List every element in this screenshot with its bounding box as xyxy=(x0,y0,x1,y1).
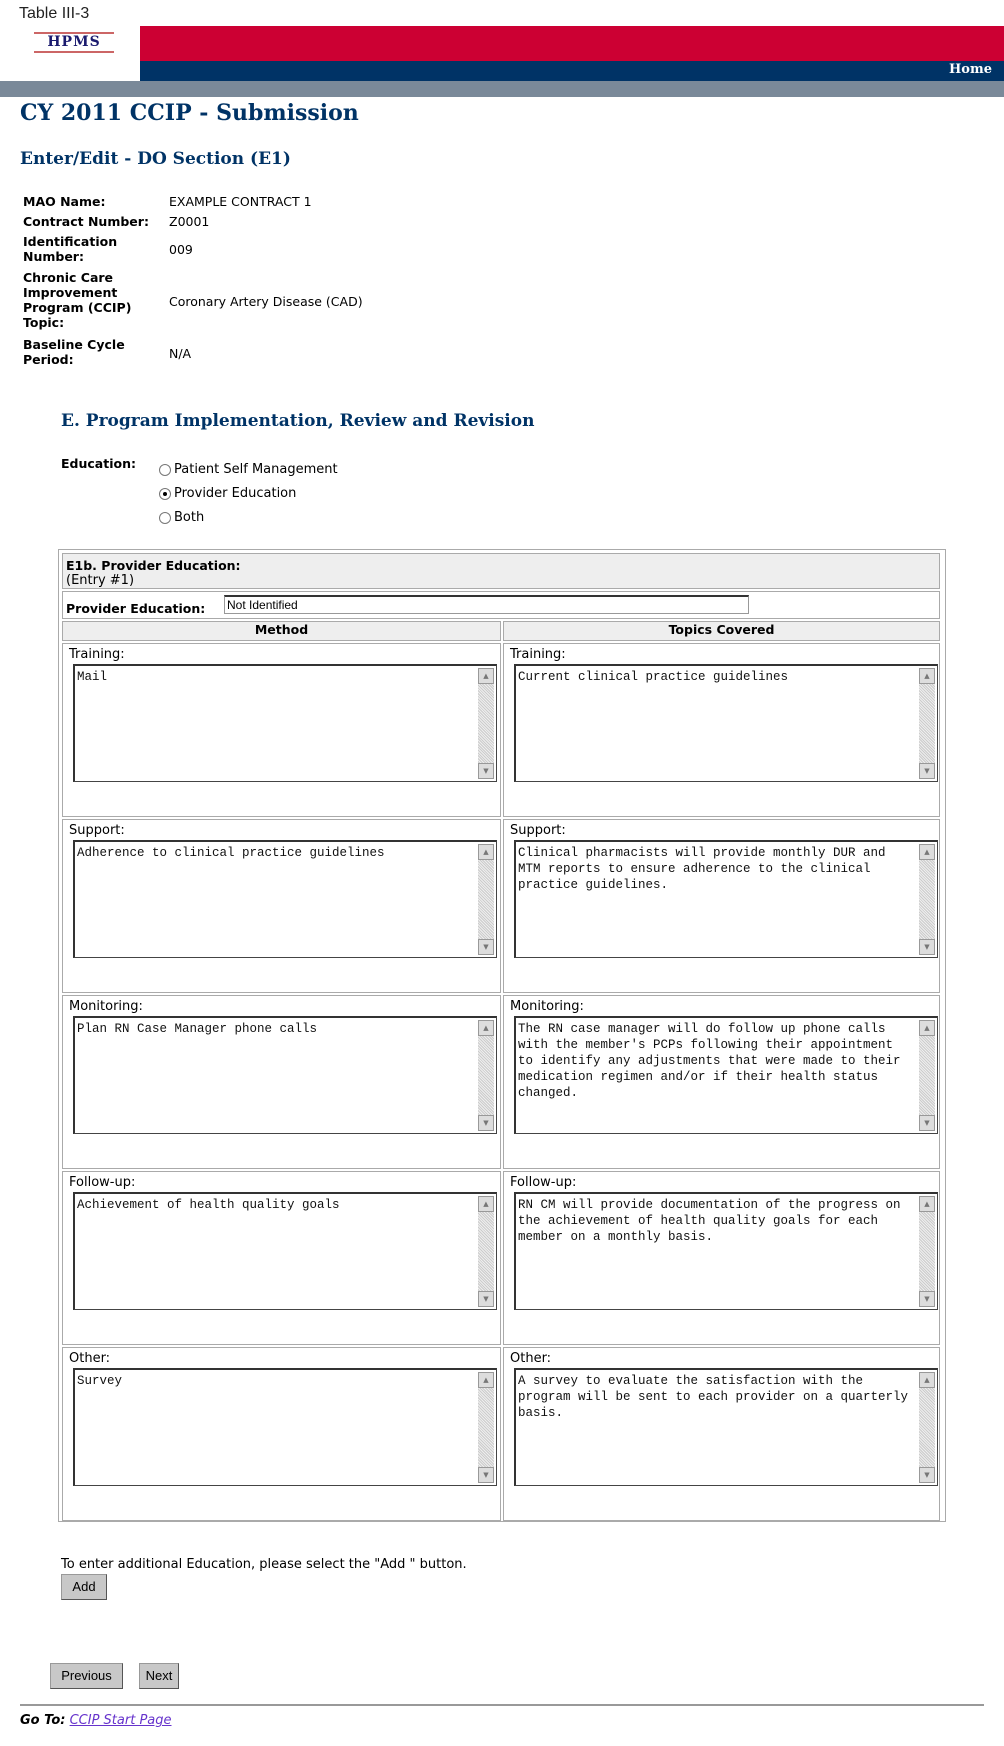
method-textarea[interactable] xyxy=(73,1368,497,1486)
radio-provider-education[interactable] xyxy=(159,486,296,501)
scrollbar[interactable] xyxy=(919,1372,935,1483)
textarea-text: Plan RN Case Manager phone calls xyxy=(77,1022,318,1036)
scroll-down-icon[interactable]: ▼ xyxy=(478,763,494,779)
scrollbar[interactable] xyxy=(919,1196,935,1307)
education-label: Education: xyxy=(61,456,136,471)
scroll-up-icon[interactable]: ▲ xyxy=(919,668,935,684)
next-button[interactable]: Next xyxy=(139,1663,179,1689)
method-textarea[interactable] xyxy=(73,1016,497,1134)
row-label: Monitoring: xyxy=(69,999,143,1014)
scrollbar[interactable] xyxy=(919,668,935,779)
info-label: Identification Number: xyxy=(23,234,118,264)
info-value: Z0001 xyxy=(169,214,210,229)
textarea-text: The RN case manager will do follow up phone calls with the member's PCPs following their appointment to identify any adjustments that were made to their medication regimen and/or if their health status changed. xyxy=(518,1022,909,1100)
add-button[interactable]: Add xyxy=(61,1574,107,1600)
nav-bar xyxy=(140,61,1004,81)
method-textarea[interactable] xyxy=(73,840,497,958)
goto-label: Go To: xyxy=(20,1713,66,1728)
row-label: Other: xyxy=(69,1351,111,1366)
home-link[interactable]: Home xyxy=(949,62,992,77)
footer-goto xyxy=(20,1713,172,1728)
topics-column-header xyxy=(503,621,940,641)
topics-cell xyxy=(503,819,940,993)
provider-education-row xyxy=(62,591,940,619)
method-header-text: Method xyxy=(254,622,309,637)
row-label: Support: xyxy=(510,823,566,838)
scrollbar[interactable] xyxy=(478,1372,494,1483)
page-subtitle: Enter/Edit - DO Section (E1) xyxy=(20,149,291,169)
info-label: Chronic Care Improvement Program (CCIP) Topic: xyxy=(23,270,132,330)
method-textarea[interactable] xyxy=(73,664,497,782)
topics-header-text: Topics Covered xyxy=(668,622,775,637)
scrollbar[interactable] xyxy=(919,1020,935,1131)
info-value: N/A xyxy=(169,346,192,361)
row-label: Support: xyxy=(69,823,125,838)
scroll-up-icon[interactable]: ▲ xyxy=(919,1196,935,1212)
info-label: MAO Name: xyxy=(23,194,106,209)
scroll-down-icon[interactable]: ▼ xyxy=(919,1467,935,1483)
radio-label: Both xyxy=(174,510,205,525)
textarea-text: Survey xyxy=(77,1374,123,1388)
row-label: Training: xyxy=(69,647,125,662)
info-value: 009 xyxy=(169,242,193,257)
radio-patient-self-management[interactable] xyxy=(159,462,338,477)
textarea-text: Adherence to clinical practice guidelines xyxy=(77,846,385,860)
topics-textarea[interactable] xyxy=(514,1016,938,1134)
section-title: E. Program Implementation, Review and Revision xyxy=(61,411,535,431)
table-label: Table III-3 xyxy=(19,5,90,22)
scrollbar[interactable] xyxy=(478,1020,494,1131)
row-label: Follow-up: xyxy=(510,1175,577,1190)
scroll-up-icon[interactable]: ▲ xyxy=(919,844,935,860)
method-column-header xyxy=(62,621,501,641)
header-banner xyxy=(140,26,1004,61)
scroll-up-icon[interactable]: ▲ xyxy=(478,1020,494,1036)
method-cell xyxy=(62,819,501,993)
scroll-down-icon[interactable]: ▼ xyxy=(478,1291,494,1307)
scrollbar[interactable] xyxy=(478,844,494,955)
scroll-down-icon[interactable]: ▼ xyxy=(478,1467,494,1483)
page-title: CY 2011 CCIP - Submission xyxy=(20,100,359,126)
topics-textarea[interactable] xyxy=(514,840,938,958)
row-label: Other: xyxy=(510,1351,552,1366)
entry-number: (Entry #1) xyxy=(66,573,135,588)
info-value: Coronary Artery Disease (CAD) xyxy=(169,294,363,309)
ccip-start-page-link[interactable]: CCIP Start Page xyxy=(69,1713,172,1728)
scroll-down-icon[interactable]: ▼ xyxy=(478,939,494,955)
topics-cell xyxy=(503,643,940,817)
row-label: Training: xyxy=(510,647,566,662)
method-textarea[interactable] xyxy=(73,1192,497,1310)
info-value: EXAMPLE CONTRACT 1 xyxy=(169,194,312,209)
radio-label: Patient Self Management xyxy=(174,462,338,477)
scroll-down-icon[interactable]: ▼ xyxy=(919,1115,935,1131)
textarea-text: Mail xyxy=(77,670,108,684)
scroll-up-icon[interactable]: ▲ xyxy=(478,1372,494,1388)
radio-checked-icon[interactable] xyxy=(159,488,171,500)
textarea-text: Achievement of health quality goals xyxy=(77,1198,340,1212)
method-cell xyxy=(62,1347,501,1521)
scroll-up-icon[interactable]: ▲ xyxy=(919,1372,935,1388)
provider-education-table xyxy=(58,549,946,1522)
scrollbar[interactable] xyxy=(919,844,935,955)
scrollbar[interactable] xyxy=(478,1196,494,1307)
radio-both[interactable] xyxy=(159,510,204,525)
topics-textarea[interactable] xyxy=(514,664,938,782)
scroll-down-icon[interactable]: ▼ xyxy=(478,1115,494,1131)
info-label: Contract Number: xyxy=(23,214,149,229)
textarea-text: Clinical pharmacists will provide monthly DUR and MTM reports to ensure adherence to the clinical practice guidelines. xyxy=(518,846,894,892)
scroll-down-icon[interactable]: ▼ xyxy=(919,1291,935,1307)
topics-cell xyxy=(503,1171,940,1345)
scroll-up-icon[interactable]: ▲ xyxy=(478,844,494,860)
provider-education-label: Provider Education: xyxy=(66,601,206,616)
info-label: Baseline Cycle Period: xyxy=(23,337,125,367)
textarea-text: Current clinical practice guidelines xyxy=(518,670,789,684)
row-label: Follow-up: xyxy=(69,1175,136,1190)
topics-cell xyxy=(503,1347,940,1521)
radio-icon[interactable] xyxy=(159,512,171,524)
topics-textarea[interactable] xyxy=(514,1192,938,1310)
add-hint: To enter additional Education, please select the "Add " button. xyxy=(61,1557,467,1572)
previous-button[interactable]: Previous xyxy=(50,1663,123,1689)
method-cell xyxy=(62,643,501,817)
row-label: Monitoring: xyxy=(510,999,584,1014)
scroll-up-icon[interactable]: ▲ xyxy=(478,1196,494,1212)
textarea-text: A survey to evaluate the satisfaction with the program will be sent to each provider on a quarterly basis. xyxy=(518,1374,916,1420)
radio-label: Provider Education xyxy=(174,486,297,501)
topics-textarea[interactable] xyxy=(514,1368,938,1486)
scroll-up-icon[interactable]: ▲ xyxy=(919,1020,935,1036)
topics-cell xyxy=(503,995,940,1169)
header-divider xyxy=(0,81,1004,97)
method-cell xyxy=(62,995,501,1169)
scroll-down-icon[interactable]: ▼ xyxy=(919,763,935,779)
footer-divider xyxy=(20,1704,984,1706)
scrollbar[interactable] xyxy=(478,668,494,779)
scroll-down-icon[interactable]: ▼ xyxy=(919,939,935,955)
method-cell xyxy=(62,1171,501,1345)
hpms-logo: HPMS xyxy=(34,32,114,53)
radio-icon[interactable] xyxy=(159,464,171,476)
scroll-up-icon[interactable]: ▲ xyxy=(478,668,494,684)
entry-title: E1b. Provider Education: xyxy=(66,558,241,573)
provider-education-input[interactable]: Not Identified xyxy=(224,595,749,614)
entry-header xyxy=(62,553,940,589)
textarea-text: RN CM will provide documentation of the progress on the achievement of health quality goals for each member on a monthly basis. xyxy=(518,1198,909,1244)
